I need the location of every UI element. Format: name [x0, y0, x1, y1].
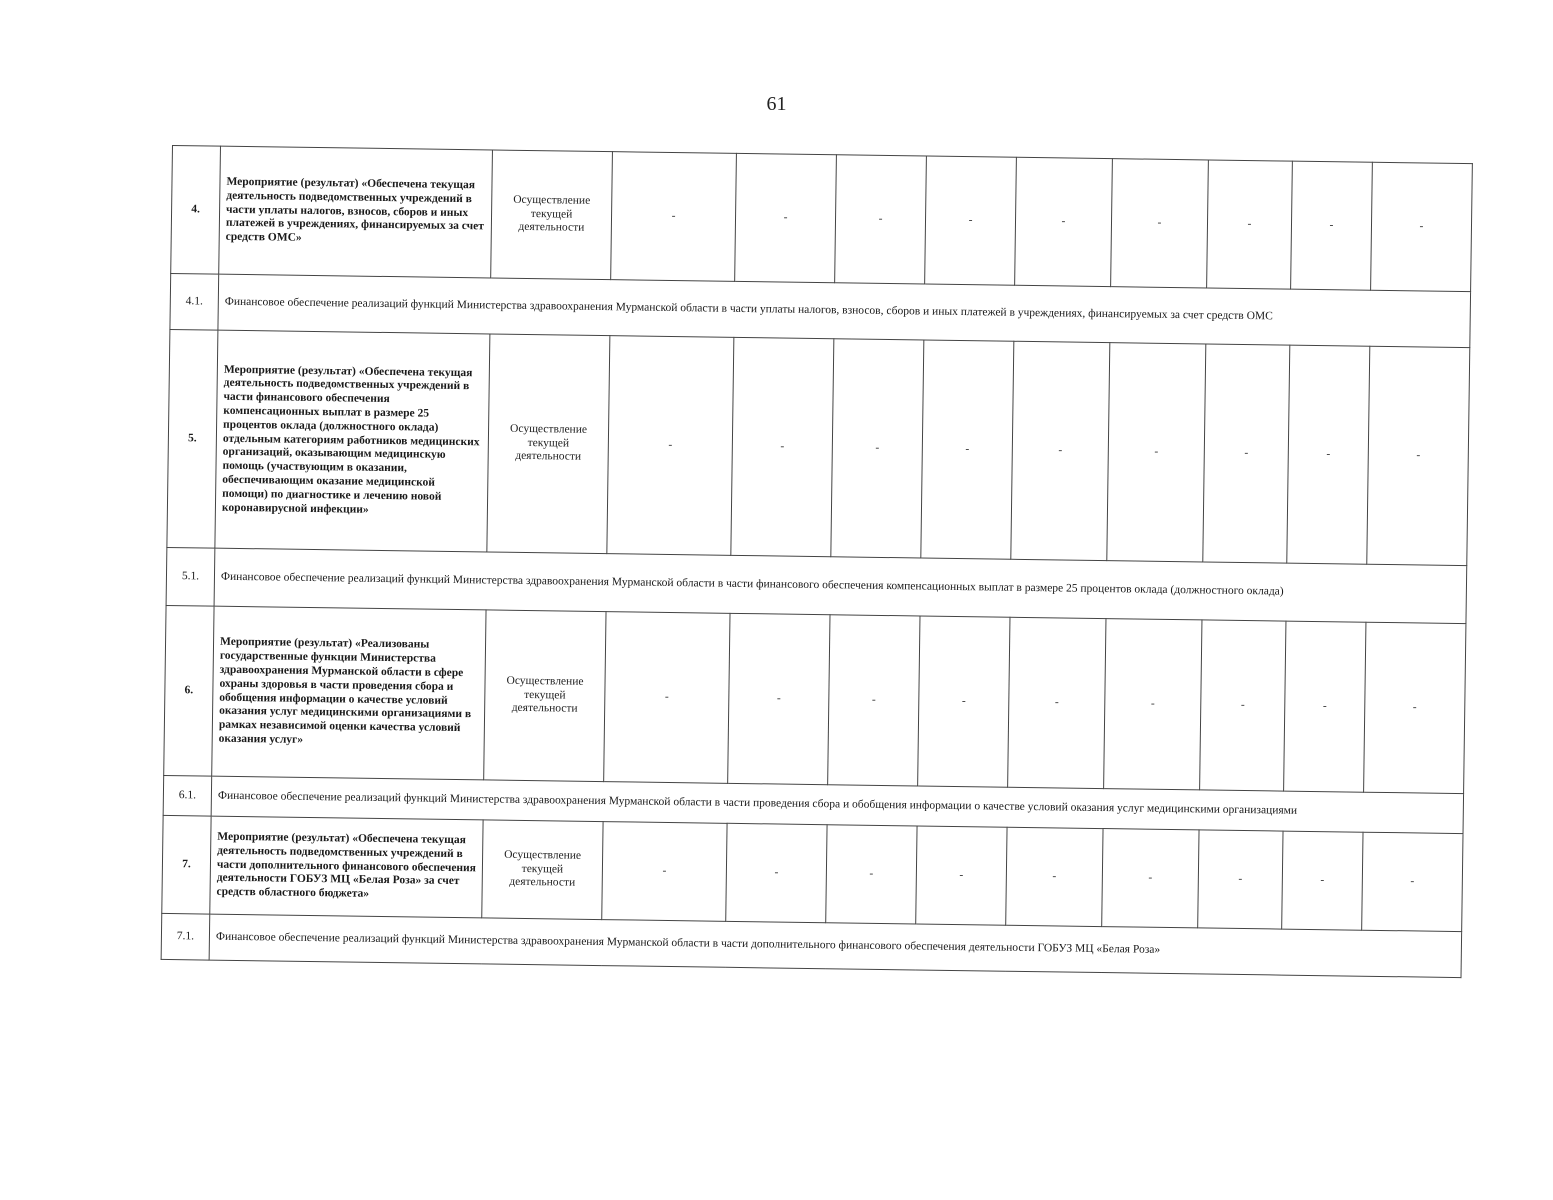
value-cell: -	[1102, 829, 1199, 928]
value-cell: -	[607, 336, 734, 556]
event-row	[164, 605, 1466, 793]
value-cell: -	[1284, 621, 1366, 792]
value-cell: -	[1111, 159, 1209, 288]
program-table	[161, 145, 1473, 978]
value-cell: -	[1287, 345, 1370, 564]
value-cell: -	[1291, 161, 1373, 290]
value-cell: -	[1200, 620, 1286, 791]
finance-description: Финансовое обеспечение реализаций функций Министерства здравоохранения Мурманской области в части дополнительного финансового обеспечения деятельности ГОБУЗ МЦ «Белая Роза»	[209, 914, 1462, 977]
sub-row-number: 6.1.	[163, 775, 212, 816]
value-cell: -	[735, 153, 837, 282]
activity-type: Осуществление текущей деятельности	[491, 150, 613, 280]
value-cell: -	[1107, 343, 1206, 562]
value-cell: -	[918, 616, 1010, 787]
sub-row-number: 7.1.	[161, 913, 210, 960]
event-description: Мероприятие (результат) «Обеспечена текущая деятельность подведомственных учреждений в части дополнительного финансового обеспечения деятельности ГОБУЗ МЦ «Белая Роза» за счет средств областного бюджета»	[210, 816, 483, 918]
value-cell: -	[925, 156, 1017, 285]
event-row	[167, 329, 1470, 565]
row-number: 4.	[171, 146, 221, 275]
value-cell: -	[1362, 832, 1463, 931]
value-cell: -	[1203, 344, 1290, 563]
finance-description: Финансовое обеспечение реализаций функций Министерства здравоохранения Мурманской области в части уплаты налогов, взносов, сборов и иных платежей в учреждениях, финансируемых за счет средств ОМС	[218, 274, 1471, 347]
row-number: 5.	[167, 329, 218, 548]
finance-description: Финансовое обеспечение реализаций функций Министерства здравоохранения Мурманской области в части финансового обеспечения компенсационных выплат в размере 25 процентов оклада (должностного оклада)	[214, 548, 1467, 623]
value-cell: -	[1015, 157, 1113, 286]
activity-type: Осуществление текущей деятельности	[487, 334, 610, 554]
value-cell: -	[826, 825, 917, 924]
value-cell: -	[1207, 160, 1293, 289]
row-number: 7.	[162, 815, 211, 914]
value-cell: -	[1011, 341, 1110, 560]
event-description: Мероприятие (результат) «Реализованы государственные функции Министерства здравоохранения Мурманской области в сфере охраны здоровья в части проведения сбора и обобщения информации о качестве условий оказания услуг медицинскими организациями в рамках независимой оценки качества условий оказания услуг»	[212, 606, 486, 780]
value-cell: -	[728, 613, 830, 784]
value-cell: -	[1104, 619, 1202, 790]
value-cell: -	[1008, 617, 1106, 788]
value-cell: -	[611, 152, 737, 282]
value-cell: -	[1282, 831, 1363, 930]
value-cell: -	[1371, 162, 1473, 291]
sub-row-number: 4.1.	[170, 273, 219, 330]
value-cell: -	[1006, 827, 1103, 926]
sub-row-number: 5.1.	[166, 547, 215, 606]
value-cell: -	[1367, 346, 1470, 565]
activity-type: Осуществление текущей деятельности	[482, 820, 603, 920]
value-cell: -	[1364, 622, 1466, 793]
value-cell: -	[828, 615, 920, 786]
value-cell: -	[604, 612, 730, 784]
value-cell: -	[921, 340, 1014, 559]
event-description: Мероприятие (результат) «Обеспечена текущая деятельность подведомственных учреждений в части финансового обеспечения компенсационных выплат в размере 25 процентов оклада (должностного оклада) отдельным категориям работников медицинских организаций, оказывающим медицинскую помощь (участвующим в оказании, обеспечивающим оказание медицинской помощи) по диагностике и лечению новой коронавирусной инфекции»	[215, 330, 490, 552]
value-cell: -	[916, 826, 1007, 925]
event-row	[162, 815, 1463, 931]
value-cell: -	[835, 155, 927, 284]
event-row	[171, 146, 1473, 292]
value-cell: -	[731, 337, 834, 556]
page-number: 61	[766, 93, 787, 115]
value-cell: -	[1198, 830, 1283, 929]
event-description: Мероприятие (результат) «Обеспечена текущая деятельность подведомственных учреждений в части уплаты налогов, взносов, сборов и иных платежей в учреждениях, финансируемых за счет средств ОМС»	[219, 146, 493, 278]
finance-description: Финансовое обеспечение реализаций функций Министерства здравоохранения Мурманской области в части проведения сбора и обобщения информации о качестве условий оказания услуг медицинскими организациями	[211, 776, 1463, 833]
value-cell: -	[831, 339, 924, 558]
activity-type: Осуществление текущей деятельности	[484, 610, 606, 782]
row-number: 6.	[164, 605, 214, 776]
document-sheet	[160, 145, 1472, 1023]
value-cell: -	[726, 823, 827, 922]
value-cell: -	[602, 822, 727, 922]
